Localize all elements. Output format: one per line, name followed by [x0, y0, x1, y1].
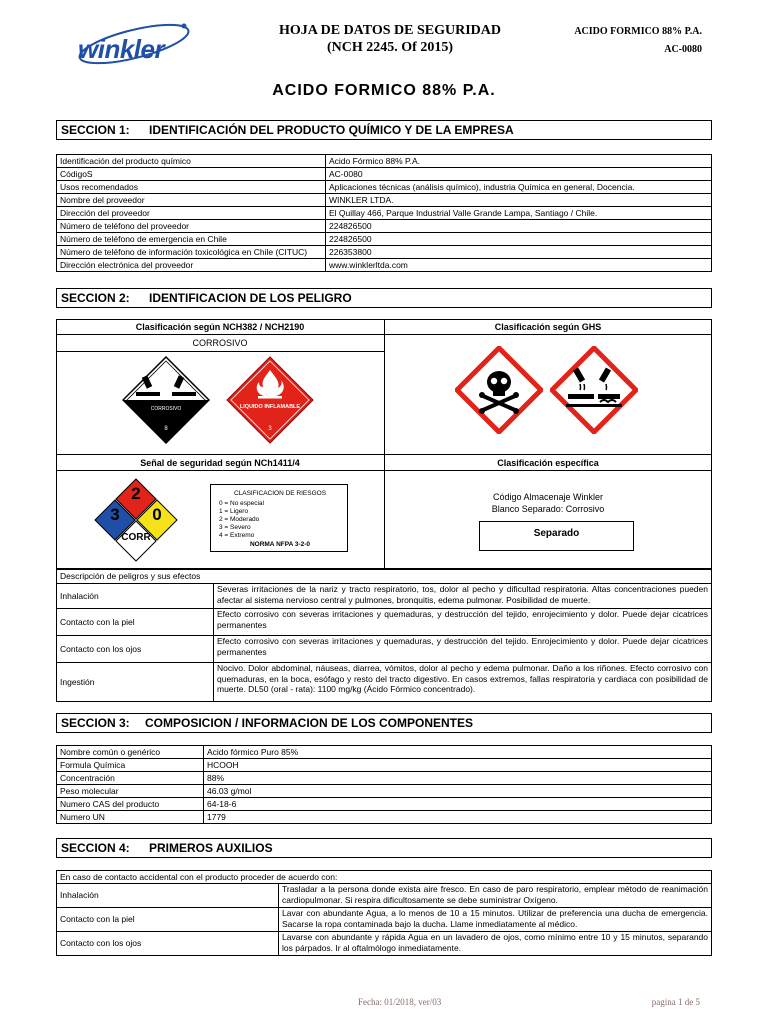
- storage-code-label: Código Almacenaje Winkler: [492, 492, 604, 502]
- page-title: ACIDO FORMICO 88% P.A.: [272, 82, 496, 99]
- ghs-classification-header: Clasificación según GHS: [494, 322, 602, 332]
- section3-row: [57, 772, 712, 785]
- hazard-row: [57, 663, 712, 702]
- section3-value: 46.03 g/mol: [204, 785, 712, 798]
- section3-label: Concentración: [57, 772, 204, 785]
- corrosive-diamond-label: CORROSIVO: [150, 406, 182, 412]
- section1-row: [57, 155, 712, 168]
- section3-label: Numero CAS del producto: [57, 798, 204, 811]
- section1-label: Número de teléfono del proveedor: [57, 220, 326, 233]
- section3-value: 88%: [204, 772, 712, 785]
- signal-header: Señal de seguridad según NCh1411/4: [140, 458, 300, 468]
- nfpa-health-value: 3: [110, 505, 120, 524]
- storage-code-value: Blanco Separado: Corrosivo: [491, 504, 605, 514]
- risk-level-1: 1 = Ligero: [219, 508, 249, 515]
- section1-row: [57, 194, 712, 207]
- section1-label: Dirección del proveedor: [57, 207, 326, 220]
- first-aid-label: Inhalación: [57, 884, 279, 908]
- storage-separation-box: Separado: [479, 521, 634, 551]
- risk-box-title: CLASIFICACION DE RIESGOS: [233, 490, 327, 497]
- section1-row: [57, 181, 712, 194]
- section3-row: [57, 798, 712, 811]
- footer-page-number: pagina 1 de 5: [651, 997, 700, 1007]
- risk-box-norma: NORMA NFPA 3-2-0: [249, 541, 311, 548]
- hazard-label: Inhalación: [57, 584, 214, 609]
- flammable-diamond-label: LIQUIDO INFLAMABLE: [239, 404, 301, 410]
- nfpa-special-value: CORR: [121, 532, 151, 543]
- section3-row: [57, 759, 712, 772]
- section1-value: 226353800: [326, 246, 712, 259]
- section1-row: [57, 168, 712, 181]
- risk-levels-list: [219, 500, 264, 540]
- hazard-row: [57, 609, 712, 636]
- section3-table: [56, 745, 712, 824]
- footer-date: Fecha: 01/2018, ver/03: [358, 997, 442, 1007]
- section3-value: HCOOH: [204, 759, 712, 772]
- section4-bar: [56, 838, 712, 858]
- ghs-corrosion-icon: [550, 346, 638, 434]
- winkler-logo: [72, 16, 192, 72]
- section1-row: [57, 220, 712, 233]
- section3-label: Nombre común o genérico: [57, 746, 204, 759]
- section3-value: 64-18-6: [204, 798, 712, 811]
- section1-label: CódigoS: [57, 168, 326, 181]
- header-title-line2: (NCH 2245. Of 2015): [327, 40, 453, 55]
- first-aid-value: Trasladar a la persona donde exista aire fresco. En caso de paro respiratorio, emplear método de reanimación cardiopulmonar. Si respira dificultosamente se debe suministrar Oxígeno.: [279, 884, 712, 908]
- section4-number: SECCION 4:: [61, 841, 130, 855]
- section2-number: SECCION 2:: [61, 291, 130, 305]
- section1-value: El Quillay 466, Parque Industrial Valle Grande Lampa, Santiago / Chile.: [326, 207, 712, 220]
- section3-label: Formula Química: [57, 759, 204, 772]
- ghs-skull-crossbones-icon: [455, 346, 543, 434]
- section1-row: [57, 246, 712, 259]
- section1-value: WINKLER LTDA.: [326, 194, 712, 207]
- hazard-value: Efecto corrosivo con severas irritaciones y quemaduras, y destrucción del tejido. Enrojecimiento y dolor. Puede dejar cicatrices permanentes: [214, 636, 712, 663]
- section1-row: [57, 207, 712, 220]
- section1-label: Usos recomendados: [57, 181, 326, 194]
- section1-row: [57, 233, 712, 246]
- nfpa-diamond-icon: [94, 478, 178, 562]
- section3-row: [57, 785, 712, 798]
- first-aid-value: Lavarse con abundante y rápida Agua en un lavadero de ojos, como mínimo entre 10 y 15 minutos, separando los párpados. Ir al oftalmólogo inmediatamente.: [279, 932, 712, 956]
- header-product-name: ACIDO FORMICO 88% P.A.: [574, 26, 702, 37]
- section1-value: Acido Fórmico 88% P.A.: [326, 155, 712, 168]
- section4-title: PRIMEROS AUXILIOS: [149, 841, 273, 855]
- section1-value: 224826500: [326, 233, 712, 246]
- section2-title: IDENTIFICACION DE LOS PELIGRO: [149, 291, 352, 305]
- first-aid-value: Lavar con abundante Agua, a lo menos de 10 a 15 minutos. Utilizar de preferencia una ducha de emergencia. Sacarse la ropa contaminada bajo la ducha. Llame inmediatamente al médico.: [279, 908, 712, 932]
- section1-label: Dirección electrónica del proveedor: [57, 259, 326, 272]
- section1-label: Número de teléfono de emergencia en Chile: [57, 233, 326, 246]
- document-header-title: [260, 22, 520, 56]
- header-title-line1: HOJA DE DATOS DE SEGURIDAD: [279, 23, 501, 38]
- header-product-code: AC-0080: [664, 44, 702, 55]
- risk-level-2: 2 = Moderado: [219, 516, 260, 523]
- hazard-row: [57, 636, 712, 663]
- section1-title: IDENTIFICACIÓN DEL PRODUCTO QUÍMICO Y DE LA EMPRESA: [149, 123, 514, 137]
- section3-title: COMPOSICION / INFORMACION DE LOS COMPONENTES: [145, 716, 474, 730]
- hazard-label: Contacto con los ojos: [57, 636, 214, 663]
- nch-class-value: CORROSIVO: [192, 338, 248, 348]
- hazard-value: Severas irritaciones de la nariz y tracto respiratorio, tos, dolor al pecho y dificultad respiratoria. Altas concentraciones pueden afectar al sistema nervioso central y pulmones, bronquitis, edema pulmonar. Posibilidad de muerte.: [214, 584, 712, 609]
- hazard-label: Ingestión: [57, 663, 214, 702]
- first-aid-row: [57, 908, 712, 932]
- first-aid-label: Contacto con los ojos: [57, 932, 279, 956]
- section1-table: [56, 154, 712, 272]
- section1-row: [57, 259, 712, 272]
- section3-label: Peso molecular: [57, 785, 204, 798]
- section3-value: Acido fórmico Puro 85%: [204, 746, 712, 759]
- section3-label: Numero UN: [57, 811, 204, 824]
- hazard-row: [57, 584, 712, 609]
- section1-value: Aplicaciones técnicas (análisis químico), industria Química en general, Docencia.: [326, 181, 712, 194]
- risk-level-4: 4 = Extremo: [219, 532, 255, 539]
- first-aid-intro: En caso de contacto accidental con el producto proceder de acuerdo con:: [57, 871, 712, 884]
- first-aid-row: [57, 932, 712, 956]
- hazard-description-table: [56, 569, 712, 702]
- corrosive-diamond-number: 8: [164, 426, 168, 432]
- section3-row: [57, 746, 712, 759]
- logo-text: winkler: [78, 34, 165, 64]
- section3-number: SECCION 3:: [61, 716, 130, 730]
- nfpa-reactivity-value: 0: [152, 505, 162, 524]
- risk-level-0: 0 = No especial: [219, 500, 264, 507]
- section3-row: [57, 811, 712, 824]
- section1-label: Número de teléfono de información toxicológica en Chile (CITUC): [57, 246, 326, 259]
- flammable-liquid-class3-diamond-icon: [226, 356, 314, 444]
- section1-value: AC-0080: [326, 168, 712, 181]
- nfpa-flammability-value: 2: [131, 484, 141, 503]
- section3-bar: [56, 713, 712, 733]
- first-aid-label: Contacto con la piel: [57, 908, 279, 932]
- hazard-label: Contacto con la piel: [57, 609, 214, 636]
- specific-classification-header: Clasificación específica: [497, 458, 599, 468]
- hazard-value: Nocivo. Dolor abdominal, náuseas, diarrea, vómitos, dolor al pecho y edema pulmonar. Daño a los riñones. Efecto corrosivo con quemaduras, en la boca, esófago y resto del tracto digestivo. En casos extremos, fallas respiratoria y cardiaca con posibilidad de muerte. DL50 (oral - rata): 1100 mg/kg (Ácido Fórmico concentrado).: [214, 663, 712, 702]
- section1-number: SECCION 1:: [61, 123, 130, 137]
- hazards-header: Descripción de peligros y sus efectos: [57, 570, 712, 584]
- first-aid-table: [56, 870, 712, 956]
- section1-label: Nombre del proveedor: [57, 194, 326, 207]
- first-aid-row: [57, 884, 712, 908]
- section1-bar: [56, 120, 712, 140]
- section1-label: Identificación del producto químico: [57, 155, 326, 168]
- section2-bar: [56, 288, 712, 308]
- section1-value: 224826500: [326, 220, 712, 233]
- section1-value: www.winklerltda.com: [326, 259, 712, 272]
- corrosive-class8-diamond-icon: [122, 356, 210, 444]
- flammable-diamond-number: 3: [268, 426, 272, 432]
- nch-classification-header: Clasificación según NCH382 / NCH2190: [135, 322, 305, 332]
- section3-value: 1779: [204, 811, 712, 824]
- risk-level-3: 3 = Severo: [219, 524, 251, 531]
- hazard-value: Efecto corrosivo con severas irritaciones y quemaduras, y destrucción del tejido, enrojecimiento y dolor. Puede dejar cicatrices permanentes: [214, 609, 712, 636]
- risk-classification-box: [210, 484, 348, 552]
